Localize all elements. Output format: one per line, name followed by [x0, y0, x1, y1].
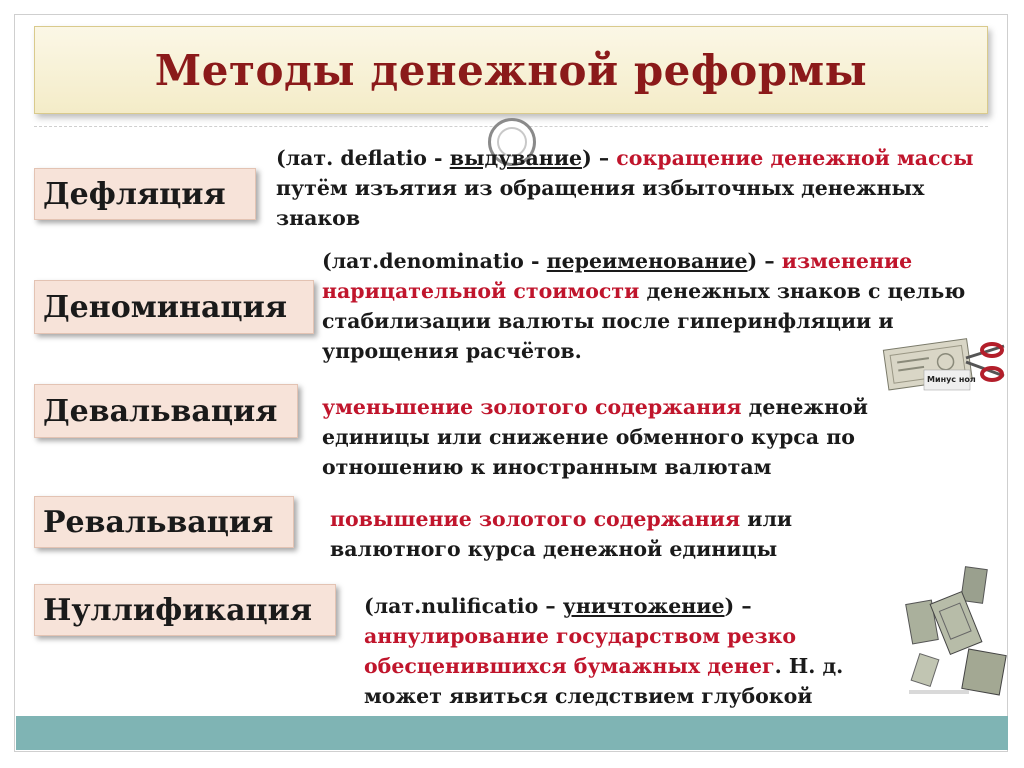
scissors-label: Минус нол [927, 375, 976, 384]
underlined-term: уничтожение [562, 594, 725, 618]
term-label: Деноминация [43, 289, 288, 325]
term-deflation [34, 168, 256, 220]
definition-text: (лат.nulificatio – [364, 594, 563, 618]
term-devaluation [34, 384, 298, 438]
highlighted-text: уменьшение золотого содержания [322, 395, 742, 419]
highlighted-text: изменение нарицательной стоимости [322, 249, 913, 303]
definition-text: (лат.denominatio - [322, 249, 547, 273]
term-nullification [34, 584, 336, 636]
definition-text: путём изъятия из обращения избыточных денежных знаков [276, 176, 925, 230]
term-label: Нуллификация [43, 592, 313, 628]
money-scissors-icon [880, 336, 1006, 396]
definition-text: или валютного курса денежной единицы [330, 507, 793, 561]
definition-deflation [276, 143, 988, 233]
term-label: Дефляция [43, 176, 226, 212]
definition-devaluation [322, 392, 952, 482]
definition-text: денежной единицы или снижение обменного курса по отношению к иностранным валютам [322, 395, 869, 479]
underlined-term: выдувание [449, 146, 583, 170]
definition-text: денежных знаков с целью стабилизации валюты после гиперинфляции и упрощения расчётов. [322, 279, 966, 363]
definition-text: (лат. deflatio - [276, 146, 450, 170]
footer-bar [16, 716, 1008, 750]
underlined-term: переименование [546, 249, 748, 273]
title-box [34, 26, 988, 114]
definition-text: ) – [582, 146, 617, 170]
definition-text: . Н. д. может явиться следствием глубокой [364, 654, 844, 708]
term-denomination [34, 280, 314, 334]
definition-text: ) – [747, 249, 782, 273]
highlighted-text: аннулирование государством резко обесценившихся бумажных денег [364, 624, 797, 678]
definition-revaluation [330, 504, 870, 564]
page-title: Методы денежной реформы [154, 45, 868, 95]
term-label: Ревальвация [43, 504, 274, 540]
highlighted-text: сокращение денежной массы [616, 146, 974, 170]
term-label: Девальвация [43, 393, 278, 429]
term-revaluation [34, 496, 294, 548]
highlighted-text: повышение золотого содержания [330, 507, 741, 531]
definition-text: ) – [724, 594, 752, 618]
falling-banknotes-icon [905, 566, 1008, 698]
